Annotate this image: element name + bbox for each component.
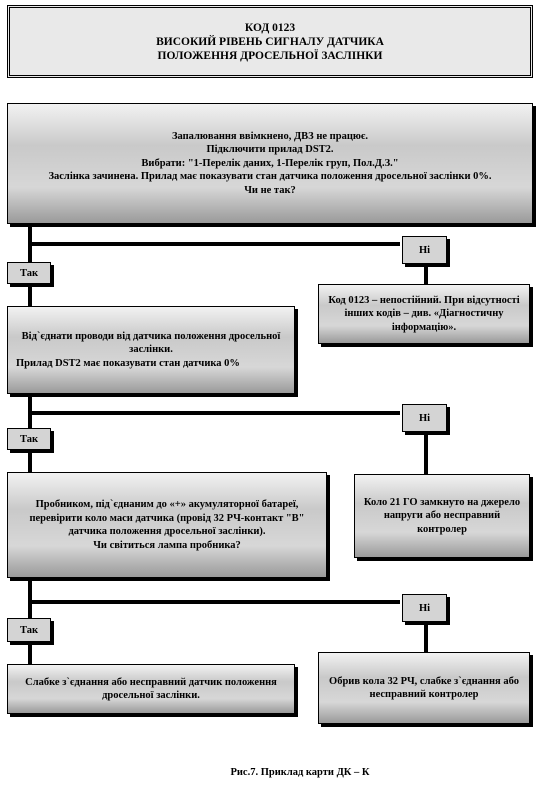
bad-connection-text: Слабке з`єднання або несправний датчик положення дросельної заслінки. [25,676,277,701]
test-lamp-line-2: Чи світиться лампа пробника? [93,539,241,551]
connector-yes-2 [28,450,32,472]
no-label-1: Ні [402,236,447,264]
start-line-1: Запалювання ввімкнено, ДВЗ не працює. [171,130,369,142]
figure-caption: Рис.7. Приклад карти ДК – К [230,767,370,778]
connector-branch-3 [28,600,400,604]
title-line-1: КОД 0123 [244,21,296,34]
disconnect-sensor-box [7,306,295,394]
no-label-3: Ні [402,594,447,622]
circuit-shorted-box [354,474,530,558]
disconnect-line-1: Від`єднати проводи від датчика положення дросельної заслінки. [21,330,281,356]
code-intermittent-box [318,284,530,344]
no-label-2: Ні [402,404,447,432]
code-intermittent-text: Код 0123 – непостійний. При відсутності інших кодів – див. «Діагностичну інформацію». [328,294,520,333]
disconnect-line-2: Прилад DST2 має показувати стан датчика 0% [16,357,240,369]
bad-connection-sensor-box [7,664,295,714]
connector-yes-3 [28,642,32,664]
test-lamp-line-1: Пробником, під`єднаним до «+» акумуляторної батареї, перевірити коло маси датчика (провід 32 РЧ-контакт "В" датчика положення дросельної заслінки). [29,499,305,537]
connector-no-2 [424,432,428,474]
test-lamp-box [7,472,327,578]
start-line-3: Вибрати: "1-Перелік даних, 1-Перелік груп, Пол.Д.З." [141,157,399,169]
open-circuit-box [318,652,530,724]
title-line-3: ПОЛОЖЕННЯ ДРОСЕЛЬНОЇ ЗАСЛІНКИ [157,49,383,62]
title-line-2: ВИСОКИЙ РІВЕНЬ СИГНАЛУ ДАТЧИКА [156,35,384,48]
start-line-2: Підключити прилад DST2. [206,144,334,156]
diagram-title [7,5,533,78]
start-line-4: Заслінка зачинена. Прилад має показувати стан датчика положення дросельної заслінки 0%. [48,171,492,183]
connector-no-3 [424,622,428,652]
start-step-box [7,103,533,224]
yes-label-3: Так [7,618,51,642]
connector-no-1 [424,264,428,284]
connector-main-3 [28,578,32,618]
open-circuit-text: Обрив кола 32 РЧ, слабке з`єднання або несправний контролер [329,675,519,700]
connector-yes-1 [28,284,32,306]
yes-label-1: Так [7,262,51,284]
circuit-shorted-text: Коло 21 ГО замкнуто на джерело напруги або несправний контролер [363,496,521,535]
connector-branch-2 [28,411,400,415]
start-line-5: Чи не так? [244,184,296,196]
yes-label-2: Так [7,428,51,450]
connector-branch-1 [28,242,400,246]
